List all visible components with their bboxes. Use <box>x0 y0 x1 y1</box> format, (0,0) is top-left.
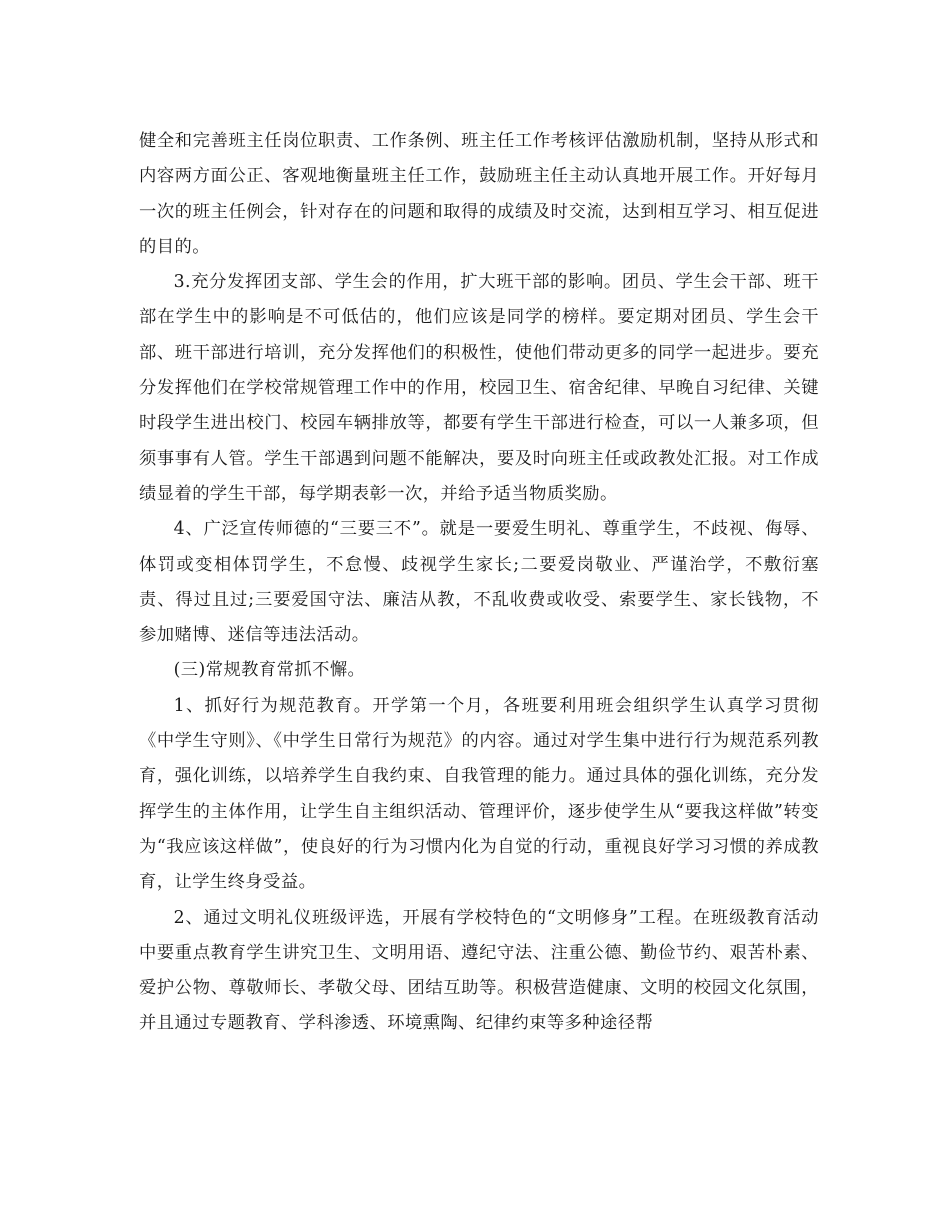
paragraph-2-civility-etiquette: 2、通过文明礼仪班级评选，开展有学校特色的“文明修身”工程。在班级教育活动中要重点教育学生讲究卫生、文明用语、遵纪守法、注重公德、勤俭节约、艰苦朴素、爱护公物、尊敬师长、孝敬父母、团结互助等。积极营造健康、文明的校园文化氛围，并且通过专题教育、学科渗透、环境熏陶、纪律约束等多种途径帮 <box>139 907 819 1034</box>
document-body <box>139 124 819 1042</box>
section-heading-routine-education: (三)常规教育常抓不懈。 <box>173 660 366 681</box>
paragraph-3-student-leaders: 3.充分发挥团支部、学生会的作用，扩大班干部的影响。团员、学生会干部、班干部在学生中的影响是不可低估的，他们应该是同学的榜样。要定期对团员、学生会干部、班干部进行培训，充分发挥他们的积极性，使他们带动更多的同学一起进步。要充分发挥他们在学校常规管理工作中的作用，校园卫生、宿舍纪律、早晚自习纪律、关键时段学生进出校门、校园车辆排放等，都要有学生干部进行检查，可以一人兼多项，但须事事有人管。学生干部遇到问题不能解决，要及时向班主任或政教处汇报。对工作成绩显着的学生干部，每学期表彰一次，并给予适当物质奖励。 <box>139 272 819 504</box>
paragraph-1-behavior-norms: 1、抓好行为规范教育。开学第一个月，各班要利用班会组织学生认真学习贯彻《中学生守则》、《中学生日常行为规范》的内容。通过对学生集中进行行为规范系列教育，强化训练，以培养学生自我约束、自我管理的能力。通过具体的强化训练，充分发挥学生的主体作用，让学生自主组织活动、管理评价，逐步使学生从“要我这样做”转变为“我应该这样做”，使良好的行为习惯内化为自觉的行动，重视良好学习习惯的养成教育，让学生终身受益。 <box>139 695 819 893</box>
paragraph-continuation: 健全和完善班主任岗位职责、工作条例、班主任工作考核评估激励机制，坚持从形式和内容两方面公正、客观地衡量班主任工作，鼓励班主任主动认真地开展工作。开好每月一次的班主任例会，针对存在的问题和取得的成绩及时交流，达到相互学习、相互促进的目的。 <box>139 131 819 257</box>
paragraph-4-teacher-ethics: 4、广泛宣传师德的“三要三不”。就是一要爱生明礼、尊重学生，不歧视、侮辱、体罚或变相体罚学生，不怠慢、歧视学生家长;二要爱岗敬业、严谨治学，不敷衍塞责、得过且过;三要爱国守法、廉洁从教，不乱收费或收受、索要学生、家长钱物，不参加赌博、迷信等违法活动。 <box>139 519 819 646</box>
